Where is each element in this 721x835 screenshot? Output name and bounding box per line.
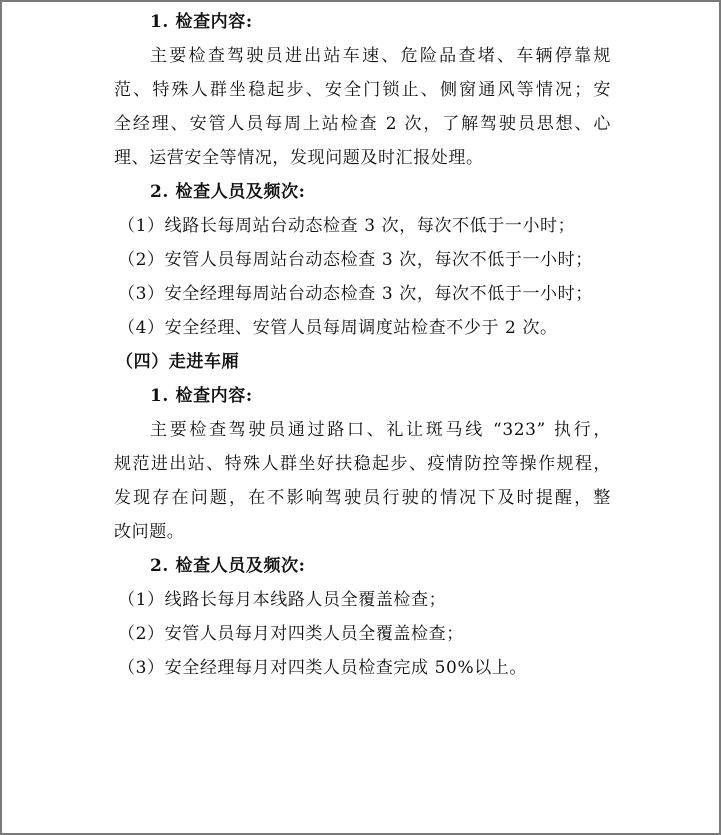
paragraph-line: 规范进出站、特殊人群坐好扶稳起步、疫情防控等操作规程， xyxy=(114,454,611,474)
paragraph-line: 主要检查驾驶员通过路口、礼让斑马线 “323” 执行， xyxy=(150,420,611,440)
list-item: （2）安管人员每周站台动态检查 3 次，每次不低于一小时； xyxy=(118,250,593,270)
heading-personnel-frequency: 2. 检查人员及频次: xyxy=(150,556,306,576)
paragraph-line: 范、特殊人群坐稳起步、安全门锁止、侧窗通风等情况；安 xyxy=(114,80,611,100)
paragraph-line: 理、运营安全等情况，发现问题及时汇报处理。 xyxy=(114,148,484,168)
section-title: （四）走进车厢 xyxy=(116,352,240,372)
paragraph-line: 发现存在问题，在不影响驾驶员行驶的情况下及时提醒，整 xyxy=(114,488,611,508)
paragraph-line: 改问题。 xyxy=(114,522,185,542)
heading-inspection-content: 1. 检查内容: xyxy=(150,386,253,406)
list-item: （2）安管人员每月对四类人员全覆盖检查； xyxy=(118,624,464,644)
list-item: （3）安全经理每周站台动态检查 3 次，每次不低于一小时； xyxy=(118,284,593,304)
list-item: （3）安全经理每月对四类人员检查完成 50%以上。 xyxy=(118,658,528,678)
heading-personnel-frequency: 2. 检查人员及频次: xyxy=(150,182,306,202)
heading-inspection-content: 1. 检查内容: xyxy=(150,12,253,32)
list-item: （1）线路长每月本线路人员全覆盖检查； xyxy=(118,590,447,610)
paragraph-line: 主要检查驾驶员进出站车速、危险品查堵、车辆停靠规 xyxy=(150,46,611,66)
list-item: （4）安全经理、安管人员每周调度站检查不少于 2 次。 xyxy=(118,318,558,338)
paragraph-line: 全经理、安管人员每周上站检查 2 次，了解驾驶员思想、心 xyxy=(114,114,611,134)
list-item: （1）线路长每周站台动态检查 3 次，每次不低于一小时； xyxy=(118,216,576,236)
